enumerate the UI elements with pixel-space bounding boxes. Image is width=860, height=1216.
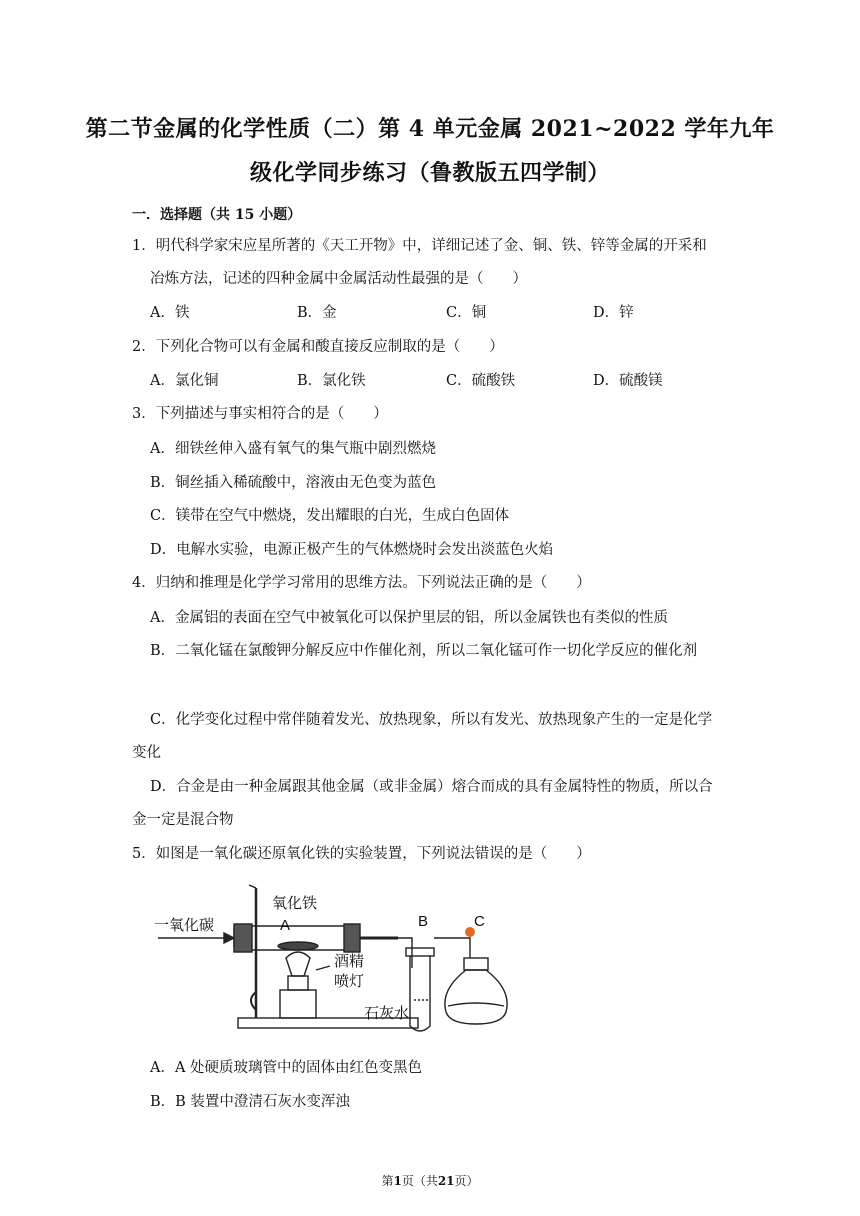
question-2-option-d: D．硫酸镁 — [593, 373, 663, 389]
section-heading: 一．选择题（共 15 小题） — [132, 207, 302, 223]
question-3-option-b: B．铜丝插入稀硫酸中，溶液由无色变为蓝色 — [150, 475, 437, 491]
question-3-option-a: A．细铁丝伸入盛有氧气的集气瓶中剧烈燃烧 — [150, 441, 436, 457]
label-alcohol: 酒精 — [334, 953, 365, 970]
page-footer: 第1页（共21页） — [381, 1174, 479, 1188]
question-3-option-d: D．电解水实验，电源正极产生的气体燃烧时会发出淡蓝色火焰 — [150, 542, 554, 558]
title-line-1: 第二节金属的化学性质（二）第 4 单元金属 2021~2022 学年九年 — [85, 116, 775, 142]
question-4-option-c: C．化学变化过程中常伴随着发光、放热现象，所以有发光、放热现象产生的一定是化学 — [150, 712, 713, 728]
test-tube-b-icon — [410, 956, 430, 1031]
question-5-option-b: B．B 装置中澄清石灰水变浑浊 — [150, 1094, 350, 1110]
label-c: C — [474, 913, 485, 930]
alcohol-lamp-c-icon — [445, 970, 507, 1024]
question-1-option-a: A．铁 — [150, 305, 190, 321]
label-iron-oxide: 氧化铁 — [272, 895, 318, 912]
question-2-option-b: B．氯化铁 — [297, 373, 366, 389]
iron-oxide-icon — [278, 942, 318, 950]
label-limewater: 石灰水 — [364, 1005, 410, 1022]
label-co: 一氧化碳 — [154, 917, 215, 934]
label-a: A — [280, 917, 291, 934]
label-blowtorch: 喷灯 — [334, 973, 365, 990]
question-4-option-d-cont: 金一定是混合物 — [132, 812, 234, 828]
question-5-option-a: A．A 处硬质玻璃管中的固体由红色变黑色 — [150, 1060, 423, 1076]
question-2-option-c: C．硫酸铁 — [446, 373, 516, 389]
question-4-option-b: B．二氧化锰在氯酸钾分解反应中作催化剂，所以二氧化锰可作一切化学反应的催化剂 — [150, 643, 698, 659]
question-4-option-c-cont: 变化 — [132, 745, 161, 761]
question-3-stem: 3．下列描述与事实相符合的是（ ） — [132, 406, 388, 422]
question-4-option-d: D．合金是由一种金属跟其他金属（或非金属）熔合而成的具有金属特性的物质，所以合 — [150, 779, 713, 795]
question-4-option-a: A．金属铝的表面在空气中被氧化可以保护里层的铝，所以金属铁也有类似的性质 — [150, 610, 668, 626]
question-1-stem-cont: 冶炼方法，记述的四种金属中金属活动性最强的是（ ） — [150, 271, 527, 287]
title-line-2: 级化学同步练习（鲁教版五四学制） — [249, 160, 610, 186]
question-1-stem: 1．明代科学家宋应星所著的《天工开物》中，详细记述了金、铜、铁、锌等金属的开采和 — [132, 238, 707, 254]
apparatus-diagram — [148, 880, 518, 1040]
question-1-option-c: C．铜 — [446, 305, 487, 321]
question-3-option-c: C．镁带在空气中燃烧，发出耀眼的白光，生成白色固体 — [150, 508, 510, 524]
current-page: 1 — [393, 1174, 402, 1188]
label-b: B — [418, 913, 429, 930]
alcohol-burner-icon — [286, 952, 310, 976]
question-4-stem: 4．归纳和推理是化学学习常用的思维方法。下列说法正确的是（ ） — [132, 575, 591, 591]
total-pages: 21 — [437, 1174, 455, 1188]
question-2-stem: 2．下列化合物可以有金属和酸直接反应制取的是（ ） — [132, 339, 504, 355]
question-1-option-b: B．金 — [297, 305, 337, 321]
question-5-stem: 5．如图是一氧化碳还原氧化铁的实验装置，下列说法错误的是（ ） — [132, 846, 591, 862]
question-1-option-d: D．锌 — [593, 305, 634, 321]
question-2-option-a: A．氯化铜 — [150, 373, 219, 389]
